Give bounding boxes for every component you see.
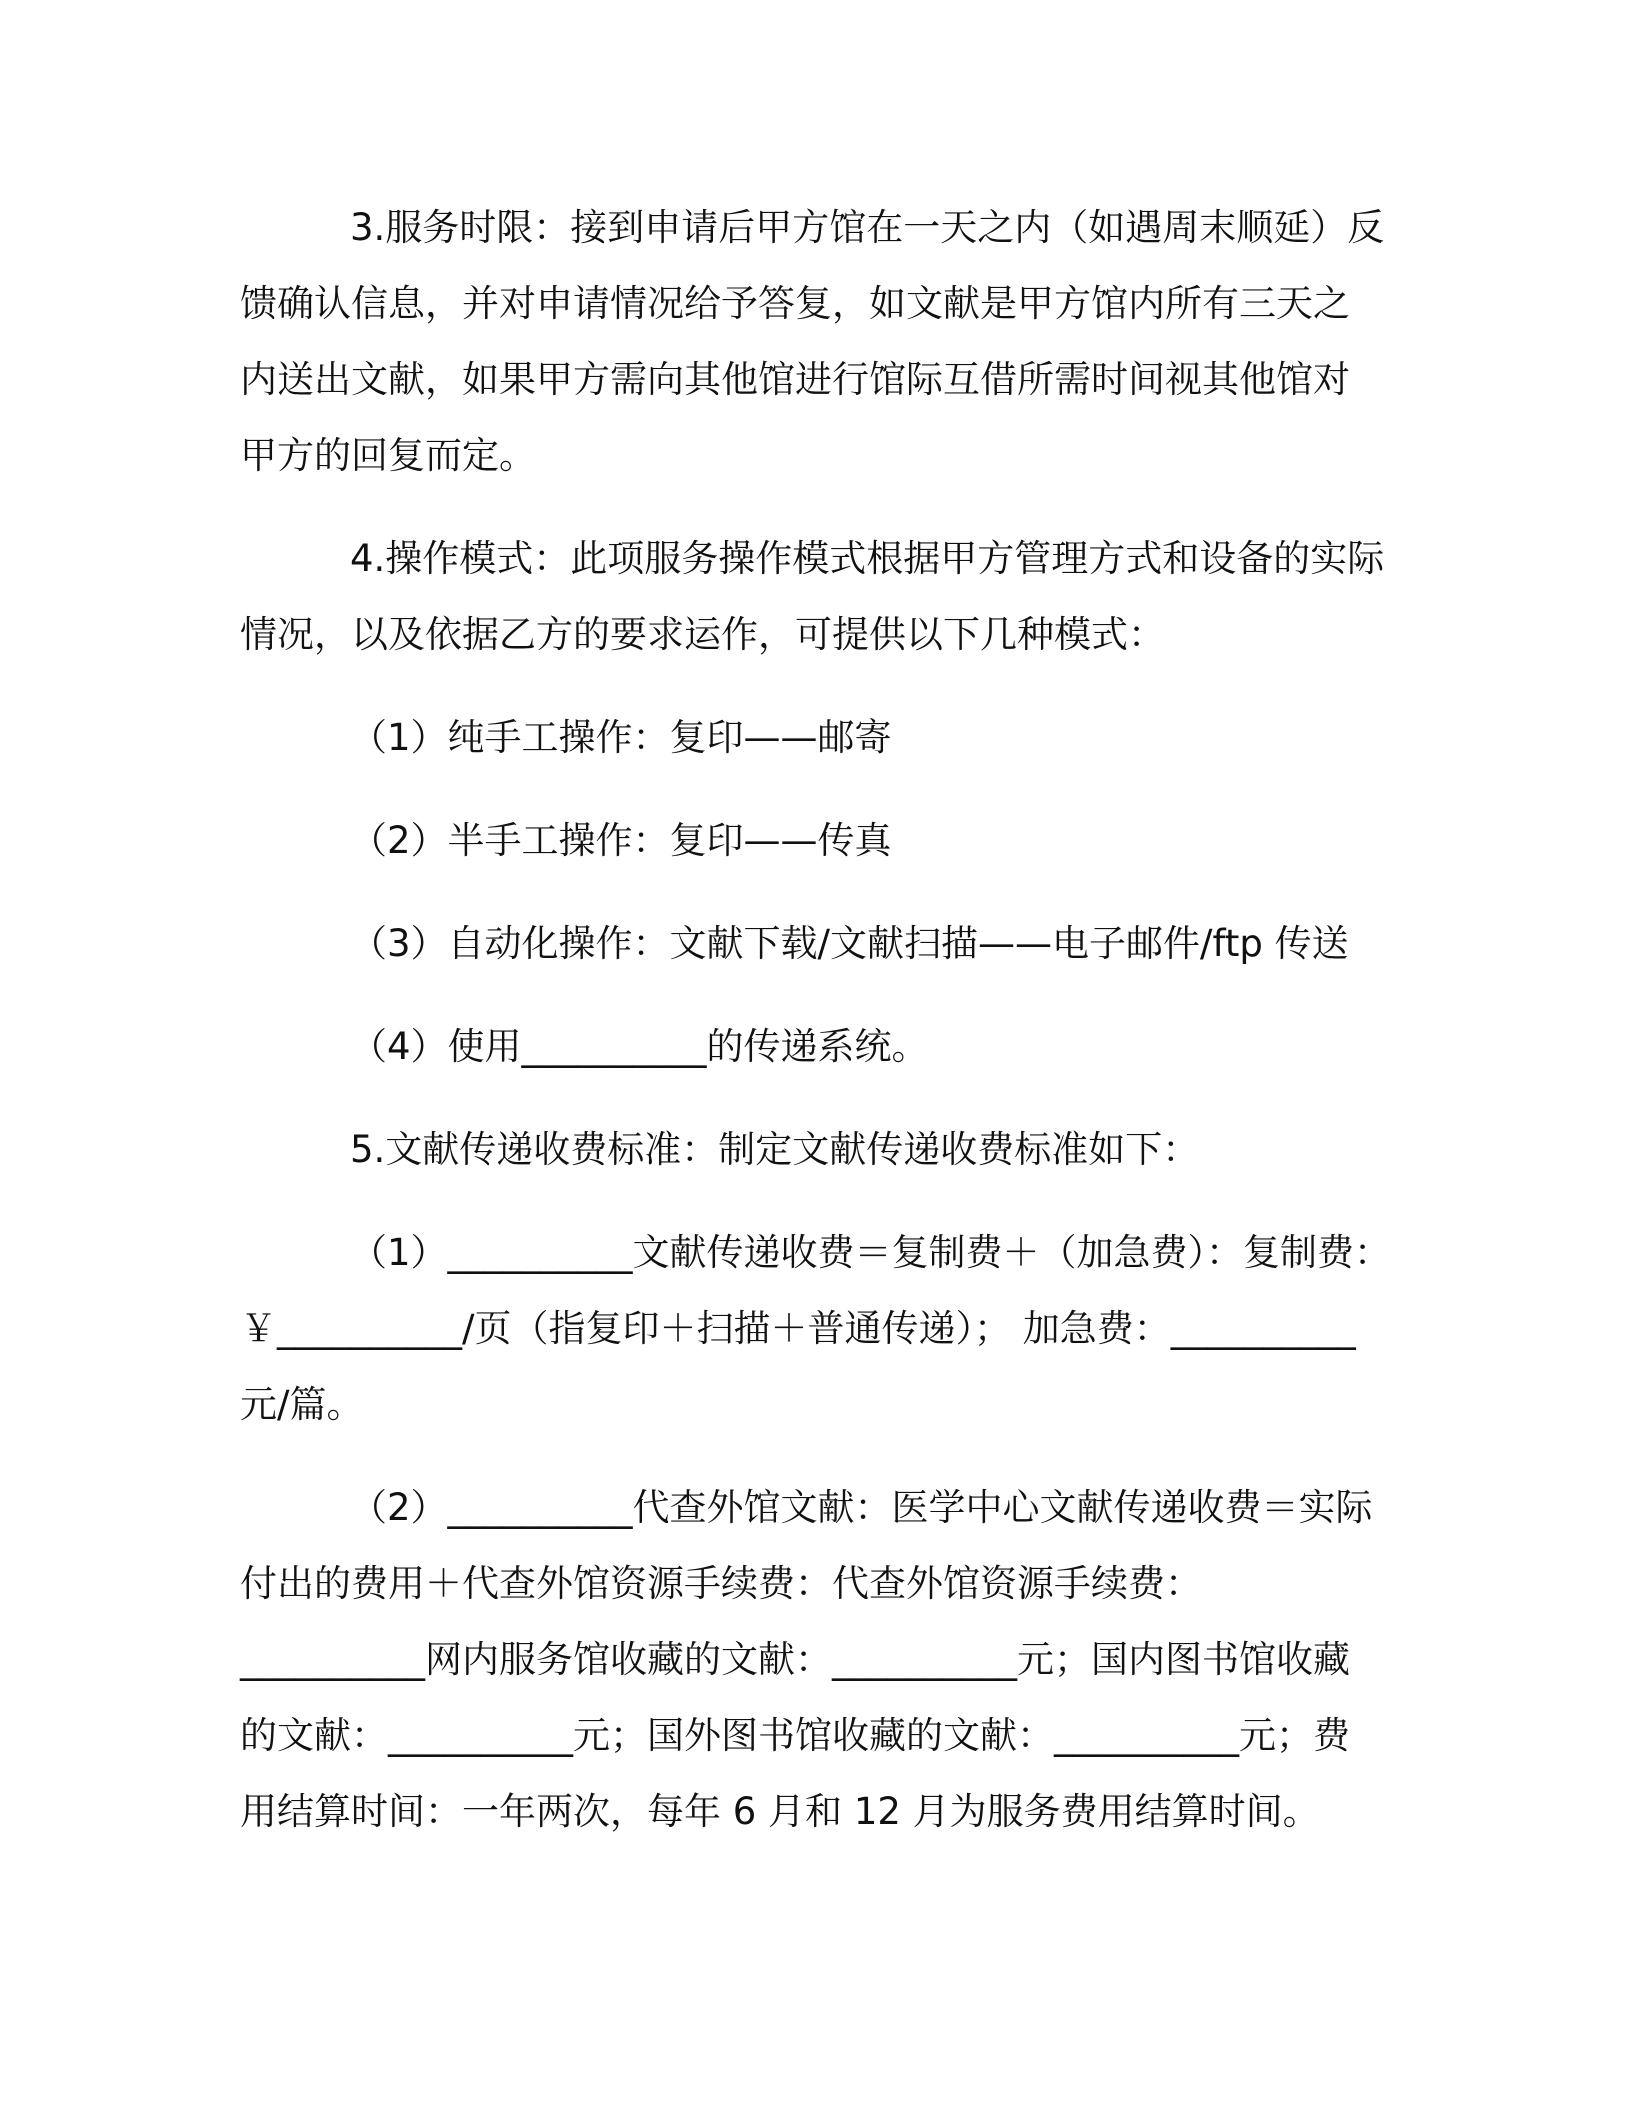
- document-body: [240, 190, 1392, 1877]
- mode-item-3: （3）自动化操作：文献下载/文献扫描——电子邮件/ftp 传送: [350, 922, 1349, 965]
- mode-item-4: （4）使用__________的传递系统。: [350, 1025, 929, 1068]
- section-3-line-4: 甲方的回复而定。: [240, 434, 536, 477]
- mode-item-1: （1）纯手工操作：复印——邮寄: [350, 716, 892, 759]
- mode-item-2: （2）半手工操作：复印——传真: [350, 819, 892, 862]
- section-service-time: [240, 190, 1385, 494]
- fee-item-1-line-3: 元/篇。: [240, 1383, 364, 1426]
- section-operation-mode: [240, 521, 1385, 673]
- fee-item-2-line-1: （2）__________代查外馆文献：医学中心文献传递收费＝实际: [350, 1486, 1373, 1529]
- section-5-line-1: 5.文献传递收费标准：制定文献传递收费标准如下：: [350, 1128, 1200, 1171]
- fee-item-2-line-2: 付出的费用＋代查外馆资源手续费：代查外馆资源手续费：: [240, 1562, 1202, 1605]
- section-fee-standard: [240, 1112, 1380, 1188]
- section-3-line-3: 内送出文献，如果甲方需向其他馆进行馆际互借所需时间视其他馆对: [240, 358, 1350, 401]
- fee-item-2-line-3: __________网内服务馆收藏的文献：__________元；国内图书馆收藏: [240, 1638, 1350, 1681]
- section-4-line-2: 情况，以及依据乙方的要求运作，可提供以下几种模式：: [240, 613, 1165, 656]
- fee-item-2: [240, 1470, 1380, 1850]
- section-4-line-1: 4.操作模式：此项服务操作模式根据甲方管理方式和设备的实际: [350, 537, 1385, 580]
- fee-item-1-line-2: ￥__________/页（指复印＋扫描＋普通传递）； 加急费：__________: [240, 1307, 1356, 1350]
- fee-item-1: [240, 1215, 1392, 1443]
- section-3-line-2: 馈确认信息，并对申请情况给予答复，如文献是甲方馆内所有三天之: [240, 282, 1350, 325]
- fee-item-1-line-1: （1）__________文献传递收费＝复制费＋（加急费）：复制费：: [350, 1231, 1392, 1274]
- fee-item-2-line-5: 用结算时间：一年两次，每年 6 月和 12 月为服务费用结算时间。: [240, 1790, 1320, 1833]
- section-3-line-1: 3.服务时限：接到申请后甲方馆在一天之内（如遇周末顺延）反: [350, 206, 1385, 249]
- fee-item-2-line-4: 的文献：__________元；国外图书馆收藏的文献：__________元；费: [240, 1714, 1350, 1757]
